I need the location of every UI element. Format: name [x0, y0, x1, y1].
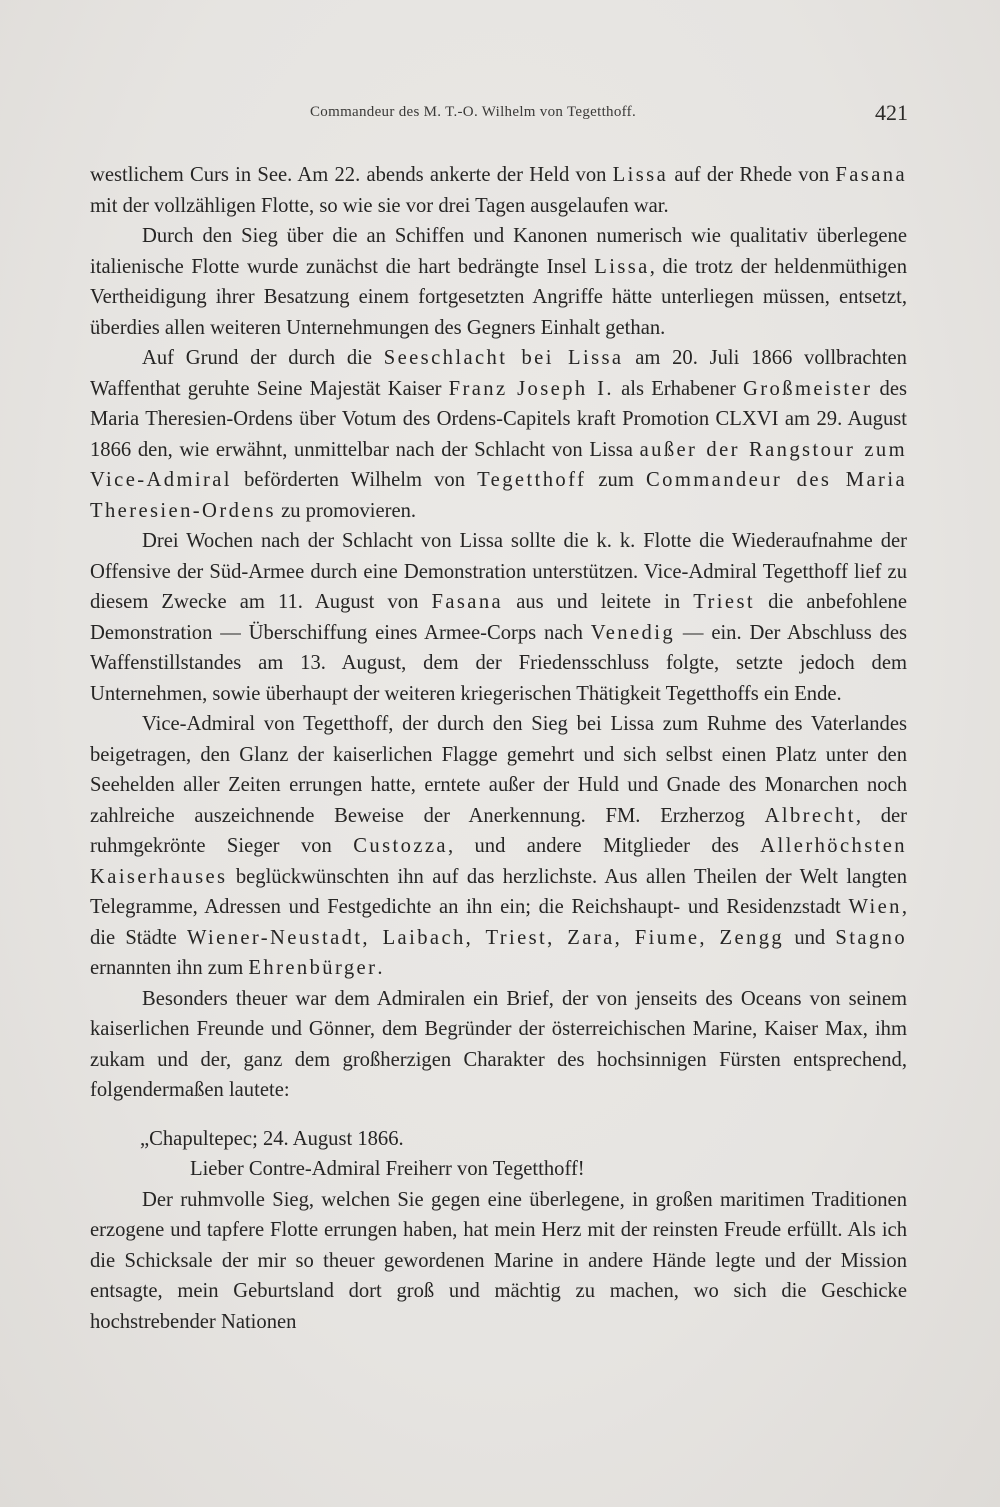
spaced-emphasis: Tegetthoff	[477, 469, 587, 491]
text-run: westlichem Curs in See. Am 22. abends ankerte der Held von	[90, 164, 613, 186]
spaced-place-name: Wien	[848, 896, 902, 918]
running-head	[0, 100, 1000, 130]
spaced-place-name: Stagno	[835, 926, 907, 949]
spaced-place-name: Triest	[693, 591, 755, 613]
text-run: mit der vollzähligen Flotte, so wie sie vor drei Tagen ausgelaufen war.	[90, 194, 669, 217]
text-run: und	[784, 926, 836, 949]
text-run: aus und leitete in	[503, 591, 694, 613]
text-run: , und andere Mitglieder des	[447, 835, 761, 857]
spaced-emphasis: Seeschlacht bei Lissa	[383, 347, 624, 369]
paragraph-5	[90, 709, 907, 984]
text-run: als Erhabener	[613, 377, 744, 400]
text-run: Durch den Sieg über die an Schiffen und Kanonen numerisch wie qualitativ überlegene italienische Flotte wurde zunächst die hart bedrängte Insel	[90, 225, 907, 278]
running-title: Commandeur des M. T.-O. Wilhelm von Tegetthoff.	[310, 104, 637, 120]
paragraph-6: Besonders theuer war dem Admiralen ein Brief, der von jenseits des Oceans von seinem kaiserlichen Freunde und Gönner, dem Begründer der österreichischen Marine, Kaiser Max, ihm zukam und der, ganz dem großherzigen Charakter des hochsinnigen Fürsten entsprechend, folgendermaßen lautete:	[90, 987, 907, 1101]
text-run: Drei Wochen nach der Schlacht von Lissa sollte die k. k. Flotte die Wiederaufnahme der Offensive der Süd-Armee durch eine Demonstration unterstützen. Vice-Admiral Tegetthoff lief zu diesem Zwecke am 11. August von	[90, 530, 907, 613]
text-run: Auf Grund der durch die	[142, 347, 384, 369]
text-run: zum	[586, 469, 646, 491]
spaced-emphasis: außer der Rangstour zum Vice-Admiral	[90, 438, 907, 491]
spaced-place-name: Lissa	[594, 255, 650, 278]
spaced-place-name: Venedig	[590, 621, 676, 644]
text-run: — ein. Der Abschluss des Waffenstillstandes am 13. August, dem der Friedensschluss folgte, setzte jedoch dem Unternehmen, sowie überhaupt der weiteren kriegerischen Thätigkeit Tegetthoffs ein Ende.	[90, 621, 907, 705]
spaced-place-name: Custozza	[353, 835, 448, 857]
text-run: des Maria Theresien-Ordens über Votum des Ordens-Capitels kraft Promotion CLXVI am 29. August 1866 den, wie erwähnt, unmittelbar nach der Schlacht von Lissa	[90, 377, 907, 461]
text-run: , die Städte	[90, 896, 907, 949]
spaced-emphasis: Commandeur des Maria Theresien-Ordens	[90, 469, 907, 522]
letter-paragraph-1: Der ruhmvolle Sieg, welchen Sie gegen eine überlegene, in großen maritimen Traditionen erzogene und tapfere Flotte errungen haben, hat mein Herz mit der reinsten Freude erfüllt. Als ich die Schicksale der mir so theuer gewordenen Marine in andere Hände legte und der Mission entsagte, mein Geburtsland dort groß und mächtig zu machen, wo sich die Geschicke hochstrebender Nationen	[90, 1188, 907, 1333]
letter-salutation: Lieber Contre-Admiral Freiherr von Tegetthoff!	[190, 1158, 585, 1180]
spaced-place-name: Wiener-Neustadt, Laibach, Triest, Zara, Fiume, Zengg	[187, 926, 785, 949]
text-run: ernannten ihn zum	[90, 957, 249, 979]
text-run: die anbefohlene Demonstration — Überschiffung eines Armee-Corps nach	[90, 591, 907, 644]
paragraph-4	[90, 526, 907, 709]
text-run: beförderten Wilhelm von	[231, 469, 478, 491]
spaced-emphasis: Allerhöchsten Kaiserhauses	[90, 835, 907, 888]
text-run: zu promovieren.	[275, 499, 417, 522]
letter-date-line: „Chapultepec; 24. August 1866.	[140, 1127, 404, 1150]
spaced-emphasis: Ehrenbürger	[248, 957, 378, 979]
text-run: , die trotz der heldenmüthigen Vertheidigung ihrer Besatzung einem fortgesetzten Angriffe hätte unterliegen müssen, entsetzt, überdies allen weiteren Unternehmungen des Gegners Einhalt gethan.	[90, 255, 907, 339]
spaced-place-name: Fasana	[835, 164, 907, 186]
spaced-place-name: Fasana	[431, 591, 504, 613]
text-run: auf der Rhede von	[668, 164, 836, 186]
spaced-emphasis: Albrecht	[764, 804, 856, 827]
paragraph-2	[90, 221, 907, 343]
spaced-place-name: Lissa	[612, 164, 669, 186]
text-run: , der ruhmgekrönte Sieger von	[90, 804, 907, 857]
text-run: am 20. Juli 1866 vollbrachten Waffenthat geruhte Seine Majestät Kaiser	[90, 347, 907, 400]
spaced-emphasis: Großmeister	[743, 377, 873, 400]
text-run: Vice-Admiral von Tegetthoff, der durch den Sieg bei Lissa zum Ruhme des Vaterlandes beigetragen, den Glanz der kaiserlichen Flagge gemehrt und sich selbst einen Platz unter den Seehelden aller Zeiten errungen hatte, erntete außer der Huld und Gnade des Monarchen noch zahlreiche auszeichnende Beweise der Anerkennung. FM. Erzherzog	[90, 713, 907, 827]
paragraph-1	[90, 160, 907, 221]
page-number: 421	[875, 100, 908, 125]
text-run: beglückwünschten ihn auf das herzlichste. Aus allen Theilen der Welt langten Telegramme, Adressen und Festgedichte an ihn ein; die Reichshaupt- und Residenzstadt	[90, 865, 907, 918]
paragraph-3	[90, 343, 907, 526]
body-text	[90, 160, 907, 1440]
spaced-emphasis: Franz Joseph I.	[448, 377, 614, 400]
text-run: .	[377, 957, 383, 979]
